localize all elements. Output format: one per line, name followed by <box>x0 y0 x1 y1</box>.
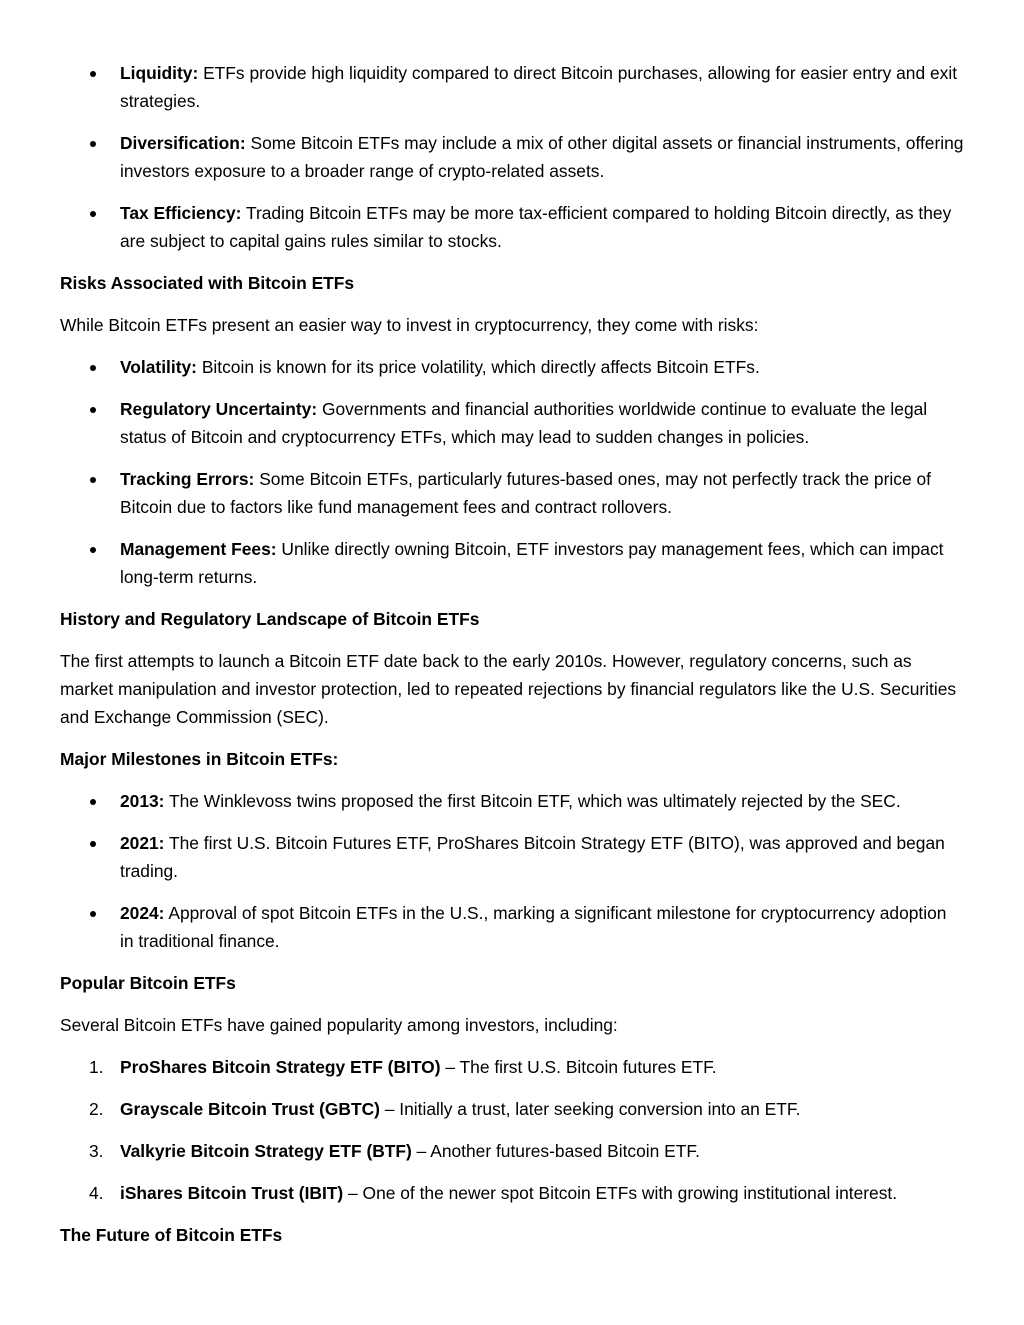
popular-intro: Several Bitcoin ETFs have gained popularity among investors, including: <box>60 1015 618 1035</box>
list-item-number: 3. <box>89 1141 104 1161</box>
bullet-icon <box>90 365 96 371</box>
list-item <box>60 353 964 381</box>
list-item-text: ETFs provide high liquidity compared to direct Bitcoin purchases, allowing for easier entry and exit strategies. <box>120 63 958 111</box>
list-item-text: Some Bitcoin ETFs, particularly futures-based ones, may not perfectly track the price of Bitcoin due to factors like fund management fees and contract rollovers. <box>120 469 931 517</box>
list-item-term: ProShares Bitcoin Strategy ETF (BITO) <box>120 1057 441 1077</box>
list-item-term: Grayscale Bitcoin Trust (GBTC) <box>120 1099 380 1119</box>
list-item-term: 2024: <box>120 903 165 923</box>
list-item-text: The first U.S. Bitcoin Futures ETF, ProShares Bitcoin Strategy ETF (BITO), was approved and began trading. <box>120 833 945 881</box>
bullet-icon <box>90 799 96 805</box>
history-paragraph: The first attempts to launch a Bitcoin ETF date back to the early 2010s. However, regulatory concerns, such as market manipulation and investor protection, led to repeated rejections by financial regulators like the U.S. Securities and Exchange Commission (SEC). <box>60 651 957 727</box>
section-heading-milestones: Major Milestones in Bitcoin ETFs: <box>60 749 339 769</box>
list-item-text: – Another futures-based Bitcoin ETF. <box>411 1141 700 1161</box>
benefits-list <box>60 59 964 255</box>
bullet-icon <box>90 477 96 483</box>
bullet-icon <box>90 841 96 847</box>
bullet-icon <box>90 547 96 553</box>
list-item-term: Tax Efficiency: <box>120 203 242 223</box>
list-item-term: Management Fees: <box>120 539 277 559</box>
list-item-text: – Initially a trust, later seeking conversion into an ETF. <box>379 1099 801 1119</box>
risks-intro: While Bitcoin ETFs present an easier way to invest in cryptocurrency, they come with risks: <box>60 315 759 335</box>
bullet-icon <box>90 141 96 147</box>
list-item <box>60 1179 964 1207</box>
list-item-term: iShares Bitcoin Trust (IBIT) <box>120 1183 344 1203</box>
list-item-term: Volatility: <box>120 357 197 377</box>
list-item-term: 2013: <box>120 791 165 811</box>
list-item <box>60 1137 964 1165</box>
list-item-text: Governments and financial authorities worldwide continue to evaluate the legal status of Bitcoin and cryptocurrency ETFs, which may lead to sudden changes in policies. <box>120 399 928 447</box>
list-item-term: Regulatory Uncertainty: <box>120 399 318 419</box>
milestones-list <box>60 787 964 955</box>
list-item-text: Unlike directly owning Bitcoin, ETF investors pay management fees, which can impact long-term returns. <box>120 539 944 587</box>
bullet-icon <box>90 407 96 413</box>
list-item <box>60 535 964 591</box>
list-item <box>60 1095 964 1123</box>
bullet-icon <box>90 911 96 917</box>
list-item <box>60 899 964 955</box>
list-item-term: Diversification: <box>120 133 246 153</box>
list-item <box>60 59 964 115</box>
list-item-term: 2021: <box>120 833 165 853</box>
list-item-text: – One of the newer spot Bitcoin ETFs with growing institutional interest. <box>343 1183 898 1203</box>
list-item-term: Liquidity: <box>120 63 199 83</box>
list-item <box>60 199 964 255</box>
list-item-text: Approval of spot Bitcoin ETFs in the U.S., marking a significant milestone for cryptocurrency adoption in traditional finance. <box>120 903 947 951</box>
list-item-term: Valkyrie Bitcoin Strategy ETF (BTF) <box>120 1141 412 1161</box>
risks-list <box>60 353 964 591</box>
section-heading-risks: Risks Associated with Bitcoin ETFs <box>60 273 355 293</box>
list-item <box>60 395 964 451</box>
list-item-text: Some Bitcoin ETFs may include a mix of other digital assets or financial instruments, offering investors exposure to a broader range of crypto-related assets. <box>120 133 964 181</box>
list-item-term: Tracking Errors: <box>120 469 255 489</box>
list-item-text: Trading Bitcoin ETFs may be more tax-efficient compared to holding Bitcoin directly, as they are subject to capital gains rules similar to stocks. <box>120 203 952 251</box>
list-item-number: 4. <box>89 1183 104 1203</box>
list-item-number: 2. <box>89 1099 104 1119</box>
section-heading-history: History and Regulatory Landscape of Bitcoin ETFs <box>60 609 480 629</box>
bullet-icon <box>90 211 96 217</box>
list-item-number: 1. <box>89 1057 104 1077</box>
list-item-text: Bitcoin is known for its price volatility, which directly affects Bitcoin ETFs. <box>196 357 760 377</box>
popular-etf-list <box>60 1053 964 1207</box>
list-item-text: – The first U.S. Bitcoin futures ETF. <box>440 1057 717 1077</box>
list-item <box>60 1053 964 1081</box>
list-item-text: The Winklevoss twins proposed the first Bitcoin ETF, which was ultimately rejected by the SEC. <box>164 791 901 811</box>
list-item <box>60 829 964 885</box>
list-item <box>60 129 964 185</box>
bullet-icon <box>90 71 96 77</box>
section-heading-future: The Future of Bitcoin ETFs <box>60 1225 283 1245</box>
list-item <box>60 465 964 521</box>
section-heading-popular: Popular Bitcoin ETFs <box>60 973 236 993</box>
list-item <box>60 787 964 815</box>
